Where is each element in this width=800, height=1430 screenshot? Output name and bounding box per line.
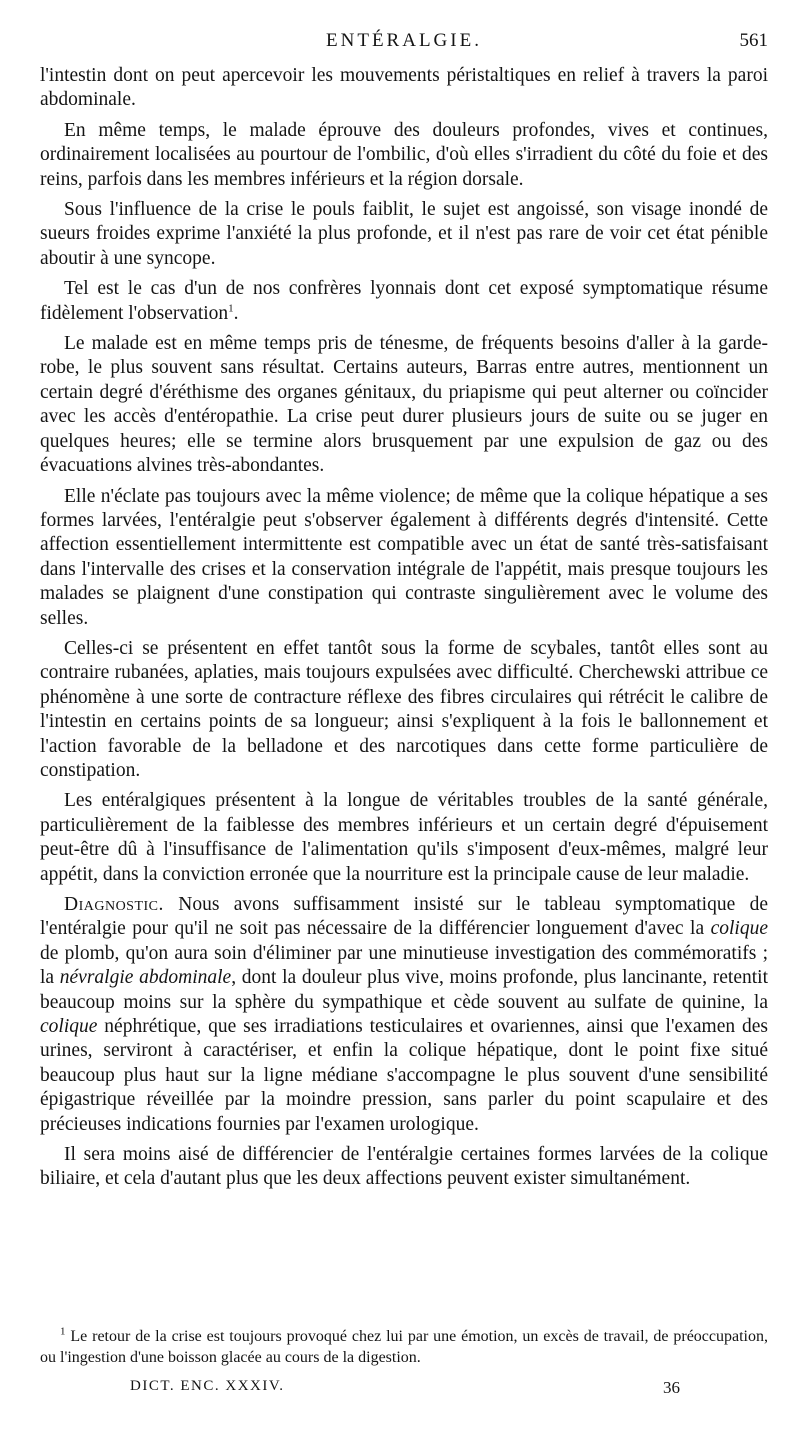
paragraph-4-text: Tel est le cas d'un de nos confrères lyonnais dont cet exposé symptomatique résume fidèlement l'observation [40, 278, 768, 324]
page-footer [130, 1378, 680, 1402]
footnote-reference[interactable]: 1 [228, 302, 234, 315]
paragraph-7: Celles-ci se présentent en effet tantôt sous la forme de scybales, tantôt elles sont au contraire rubanées, aplaties, mais toujours expulsées avec difficulté. Cherchewski attribue ce phénomène à une sorte de contracture réflexe des fibres circulaires qui rétrécit le calibre de l'intestin en certains points de sa longueur; ainsi s'expliquent à la fois le ballonnement et l'action favorable de la belladone et des narcotiques dans cette forme particulière de constipation. [40, 637, 768, 781]
diagnostic-heading: Diagnostic. [64, 894, 164, 915]
diagnostic-paragraph [40, 893, 768, 1137]
footnotes [40, 1326, 768, 1368]
diagnostic-italic-3: colique [40, 1016, 98, 1038]
footnote-mark: 1 [60, 1325, 66, 1338]
diagnostic-text-3: , dont la douleur plus vive, moins profonde, plus lancinante, retentit beaucoup moins sur la sphère du sympathique et cède souvent au sulfate de quinine, la [40, 967, 769, 1013]
paragraph-8: Les entéralgiques présentent à la longue de véritables troubles de la santé générale, particulièrement de la faiblesse des membres inférieurs et un certain degré d'épuisement peut-être dû à l'insuffisance de l'alimentation qu'ils s'imposent d'eux-mêmes, malgré leur appétit, dans la conviction erronée que la nourriture est la principale cause de leur maladie. [40, 790, 768, 885]
paragraph-2: En même temps, le malade éprouve des douleurs profondes, vives et continues, ordinairement localisées au pourtour de l'ombilic, d'où elles s'irradient du côté du foie et des reins, parfois dans les membres inférieurs et la région dorsale. [40, 119, 768, 190]
diagnostic-text-1: Nous avons suffisamment insisté sur le tableau symptomatique de l'entéralgie pour qu'il ne soit pas nécessaire de la différencier longuement d'avec la [40, 894, 768, 940]
body-text [40, 64, 768, 1198]
volume-signature: DICT. ENC. XXXIV. [130, 1378, 285, 1394]
diagnostic-italic-1: colique [710, 918, 768, 940]
paragraph-6: Elle n'éclate pas toujours avec la même violence; de même que la colique hépatique a ses formes larvées, l'entéralgie peut s'observer également à différents degrés d'intensité. Cette affection essentiellement intermittente est compatible avec un état de santé très-satisfaisant dans l'intervalle des crises et la conservation intégrale de l'appétit, mais presque toujours les malades se plaignent d'une constipation qui contraste singulièrement avec le volume des selles. [40, 485, 768, 629]
diagnostic-text-4: néphrétique, que ses irradiations testiculaires et ovariennes, ainsi que l'examen des urines, serviront à caractériser, et enfin la colique hépatique, dont le point fixe situé beaucoup plus haut sur la ligne médiane s'accompagne le plus souvent d'une sensibilité épigastrique réveillée par la moindre pression, sans parler du point scapulaire et des précieuses indications fournies par l'examen urologique. [40, 1016, 768, 1135]
footnote-text: Le retour de la crise est toujours provoqué chez lui par une émotion, un excès de travail, de préoccupation, ou l'ingestion d'une boisson glacée au cours de la digestion. [40, 1328, 768, 1366]
paragraph-4 [40, 277, 768, 326]
footnote-1 [40, 1326, 768, 1368]
diagnostic-text-2: de plomb, qu'on aura soin d'éliminer par une minutieuse investigation des commémoratifs ; la [40, 942, 768, 989]
paragraph-4-end: . [233, 302, 239, 324]
sheet-number: 36 [663, 1378, 680, 1397]
diagnostic-italic-2: névralgie abdominale [59, 967, 232, 989]
running-title: ENTÉRALGIE. [326, 30, 482, 51]
page-number: 561 [739, 30, 768, 51]
paragraph-1: l'intestin dont on peut apercevoir les mouvements péristaltiques en relief à travers la paroi abdominale. [40, 65, 768, 111]
paragraph-3: Sous l'influence de la crise le pouls faiblit, le sujet est angoissé, son visage inondé de sueurs froides exprime l'anxiété la plus profonde, et il n'est pas rare de voir cet état pénible aboutir à une syncope. [40, 199, 768, 269]
paragraph-5: Le malade est en même temps pris de ténesme, de fréquents besoins d'aller à la garde-robe, le plus souvent sans résultat. Certains auteurs, Barras entre autres, mentionnent un certain degré d'éréthisme des organes génitaux, du priapisme qui peut alterner ou coïncider avec les accès d'entéropathie. La crise peut durer plusieurs jours de suite ou se juger en quelques heures; elle se termine alors brusquement par une expulsion de gaz ou des évacuations alvines très-abondantes. [40, 333, 768, 477]
last-paragraph: Il sera moins aisé de différencier de l'entéralgie certaines formes larvées de la colique biliaire, et cela d'autant plus que les deux affections peuvent exister simultanément. [40, 1144, 768, 1190]
page-header [40, 30, 768, 60]
